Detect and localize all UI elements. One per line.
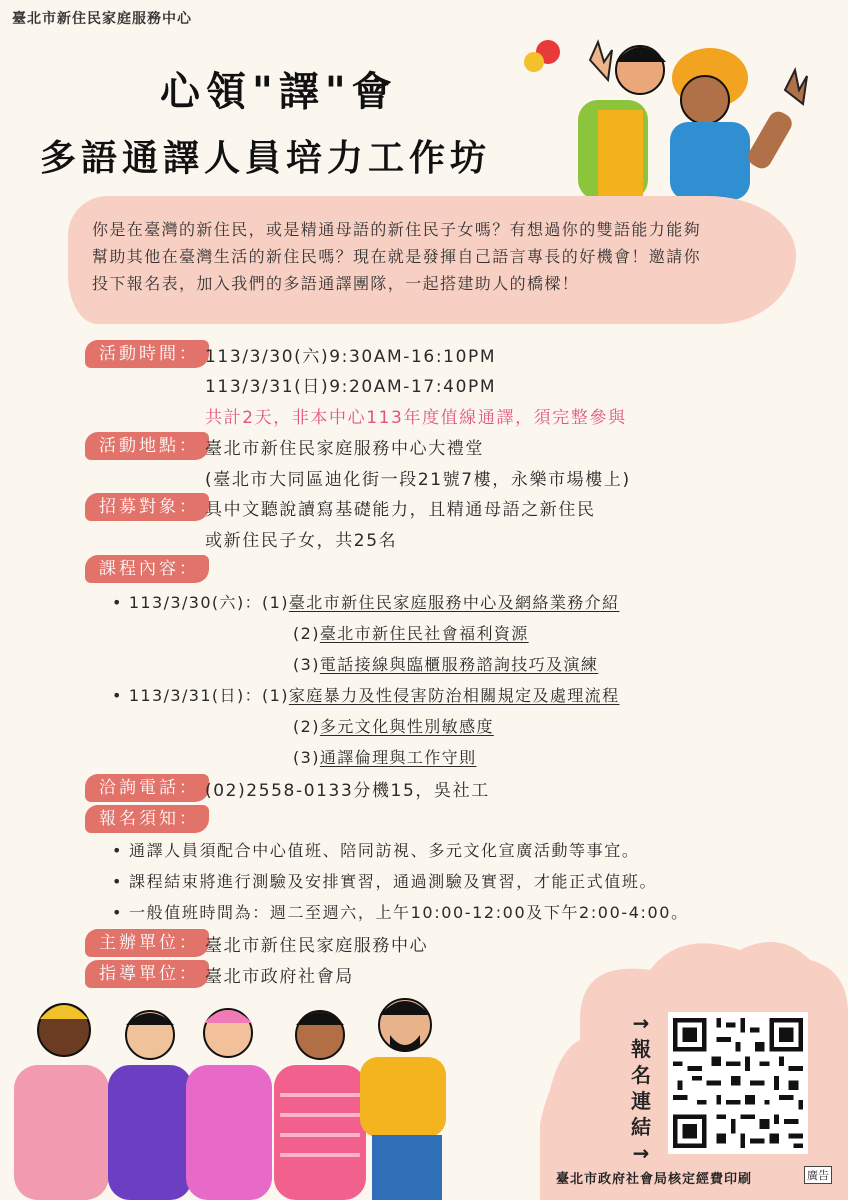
supervisor-tag: 指導單位： [85,960,209,988]
venue-tag: 活動地點： [85,432,209,460]
org-header: 臺北市新住民家庭服務中心 [12,11,192,27]
venue-row [85,432,209,460]
register-char: 報 [631,1037,651,1061]
course-item-row: (3)通譯倫理與工作守則 [293,748,477,767]
qr-code-icon[interactable] [668,1012,808,1154]
phone-row [85,774,209,802]
venue-address: (臺北市大同區迪化街一段21號7樓，永樂市場樓上) [205,470,631,490]
course-item-row: (2)臺北市新住民社會福利資源 [293,624,529,643]
notes-row [85,805,209,833]
schedule-line: 113/3/30(六)9:30AM-16:10PM [205,347,497,367]
schedule-tag: 活動時間： [85,340,209,368]
register-char: 結 [631,1115,651,1139]
target-tag: 招募對象： [85,493,209,521]
organizer-value: 臺北市新住民家庭服務中心 [205,936,429,956]
schedule-line: 113/3/31(日)9:20AM-17:40PM [205,377,497,397]
organizer-tag: 主辦單位： [85,929,209,957]
course-item: 臺北市新住民家庭服務中心及網絡業務介紹 [288,593,620,612]
heart-logo-icon [524,40,560,72]
course-item: 通譯倫理與工作守則 [319,748,477,767]
course-item-row: (3)電話接線與臨櫃服務諮詢技巧及演練 [293,655,599,674]
course-item: 電話接線與臨櫃服務諮詢技巧及演練 [319,655,599,674]
course-item: 臺北市新住民社會福利資源 [319,624,529,643]
intro-text [92,216,792,297]
register-char: 名 [631,1063,651,1087]
arrow-right-icon: → [632,1141,650,1165]
register-char: 連 [631,1089,651,1113]
hero-illustration [520,30,830,200]
supervisor-value: 臺北市政府社會局 [205,967,354,987]
intro-line: 投下報名表，加入我們的多語通譯團隊，一起搭建助人的橋樑！ [92,274,580,293]
phone-value: (02)2558-0133分機15，吳社工 [205,781,490,801]
intro-line: 你是在臺灣的新住民，或是精通母語的新住民子女嗎？有想過你的雙語能力能夠 [92,220,702,239]
target-line: 或新住民子女，共25名 [205,531,398,551]
footer-note: 臺北市政府社會局核定經費印刷 [556,1172,753,1187]
course-item: 家庭暴力及性侵害防治相關規定及處理流程 [288,686,620,705]
note-item: • 通譯人員須配合中心值班、陪同訪視、多元文化宣廣活動等事宜。 [112,838,639,861]
phone-tag: 洽詢電話： [85,774,209,802]
page-title: 心領"譯"會 [160,69,398,115]
note-item: • 課程結束將進行測驗及安排實習，通過測驗及實習，才能正式值班。 [112,869,657,892]
course-day-date: • 113/3/31(日)：(1)家庭暴力及性侵害防治相關規定及處理流程 [112,683,619,706]
group-illustration [0,985,500,1200]
courses-row [85,555,209,583]
register-link-label[interactable] [626,1010,656,1166]
course-item-row: (2)多元文化與性別敏感度 [293,717,494,736]
ad-badge: 廣告 [804,1166,832,1184]
venue-line: 臺北市新住民家庭服務中心大禮堂 [205,439,484,459]
course-day-date: • 113/3/30(六)：(1)臺北市新住民家庭服務中心及網絡業務介紹 [112,590,619,613]
notes-tag: 報名須知： [85,805,209,833]
intro-line: 幫助其他在臺灣生活的新住民嗎？現在就是發揮自己語言專長的好機會！邀請你 [92,247,702,266]
note-item: • 一般值班時間為：週二至週六，上午10:00-12:00及下午2:00-4:00。 [112,900,689,923]
page-subtitle: 多語通譯人員培力工作坊 [40,138,492,179]
organizer-row [85,929,209,957]
course-item: 多元文化與性別敏感度 [319,717,494,736]
arrow-right-icon: → [632,1011,650,1035]
schedule-note: 共計2天，非本中心113年度值線通譯，須完整參與 [205,408,627,428]
courses-tag: 課程內容： [85,555,209,583]
schedule-row [85,340,209,368]
supervisor-row [85,960,209,988]
target-row [85,493,209,521]
target-line: 具中文聽說讀寫基礎能力，且精通母語之新住民 [205,500,596,520]
